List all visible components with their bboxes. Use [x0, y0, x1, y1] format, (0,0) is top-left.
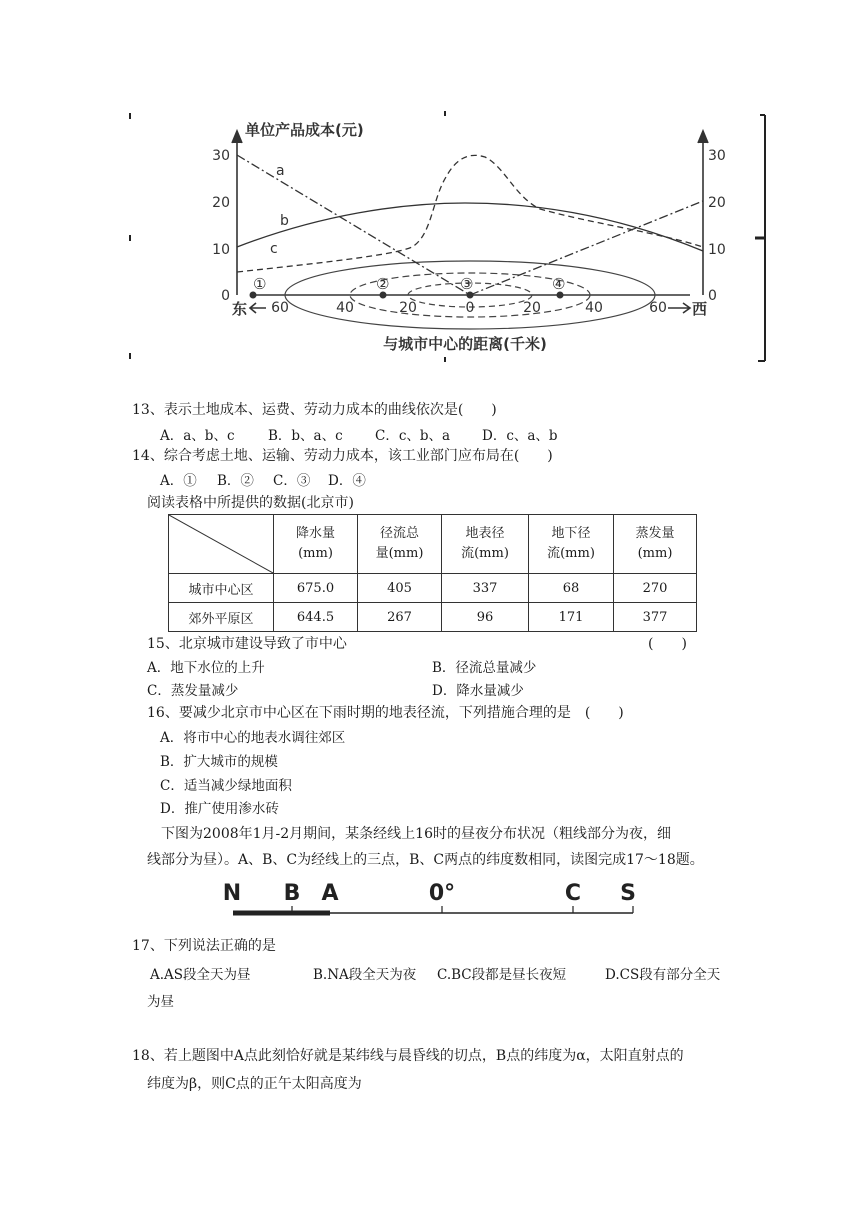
header-cell: 蒸发量 (mm) — [614, 515, 697, 574]
q15-option-a: A．地下水位的上升 — [147, 660, 265, 676]
east-label: 东 — [232, 300, 248, 318]
x-tick: 20 — [523, 300, 541, 316]
y-tick: 20 — [212, 195, 230, 211]
table-header-row — [169, 515, 697, 574]
table-cell: 96 — [442, 603, 529, 632]
y-tick: 10 — [212, 242, 230, 258]
point-2-label: ② — [376, 275, 390, 293]
table-cell: 270 — [614, 574, 697, 603]
diagonal-header-cell — [169, 515, 274, 574]
header-cell: 地下径 流(mm) — [529, 515, 614, 574]
q13-option-a: A．a、b、c — [160, 428, 235, 444]
passage-line-1: 下图为2008年1月-2月期间，某条经线上16时的昼夜分布状况（粗线部分为夜，细 — [161, 826, 671, 842]
q15-answer-paren: ( ) — [648, 636, 687, 652]
y-tick: 0 — [221, 288, 230, 304]
meridian-label-equator: 0° — [428, 881, 456, 906]
header-cell: 地表径 流(mm) — [442, 515, 529, 574]
q15-option-b: B．径流总量减少 — [432, 660, 537, 676]
table-intro: 阅读表格中所提供的数据(北京市) — [147, 495, 354, 511]
x-tick: 40 — [336, 300, 354, 316]
curve-a-label: a — [276, 163, 285, 179]
q14-option-c: C．③ — [273, 473, 311, 489]
meridian-label-a: A — [321, 881, 339, 906]
x-tick: 60 — [271, 300, 289, 316]
table-cell: 171 — [529, 603, 614, 632]
curve-b — [237, 203, 703, 251]
table-cell: 68 — [529, 574, 614, 603]
q15-option-c: C．蒸发量减少 — [147, 683, 239, 699]
q16-option-c: C．适当减少绿地面积 — [160, 778, 292, 794]
q15-stem: 15、北京城市建设导致了市中心 — [147, 636, 347, 652]
point-1-label: ① — [253, 275, 267, 293]
meridian-diagram — [215, 872, 645, 922]
west-label: 西 — [692, 300, 708, 318]
x-tick: 60 — [649, 300, 667, 316]
q15-option-d: D．降水量减少 — [432, 683, 524, 699]
table-cell: 675.0 — [274, 574, 358, 603]
q16-stem: 16、要减少北京市中心区在下雨时期的地表径流，下列措施合理的是 ( ) — [147, 705, 624, 721]
meridian-label-s: S — [620, 881, 636, 906]
q17-option-c: C.BC段都是昼长夜短 — [437, 967, 567, 983]
y-tick: 30 — [212, 148, 230, 164]
q17-option-b: B.NA段全天为夜 — [313, 967, 417, 983]
table-row — [169, 603, 697, 632]
table-cell: 644.5 — [274, 603, 358, 632]
q13-option-b: B．b、a、c — [268, 428, 343, 444]
table-cell: 337 — [442, 574, 529, 603]
meridian-label-n: N — [222, 881, 242, 906]
east-arrow — [250, 303, 266, 313]
x-tick: 40 — [585, 300, 603, 316]
point-4-label: ④ — [552, 275, 566, 293]
cost-distance-chart — [120, 105, 780, 370]
header-cell: 径流总 量(mm) — [358, 515, 442, 574]
q14-option-b: B．② — [217, 473, 254, 489]
row-label: 城市中心区 — [169, 574, 274, 603]
q18-line-2: 纬度为β，则C点的正午太阳高度为 — [147, 1076, 362, 1092]
y-tick: 10 — [708, 242, 726, 258]
runoff-data-table — [168, 514, 697, 632]
q13-stem: 13、表示土地成本、运费、劳动力成本的曲线依次是( ) — [132, 402, 497, 418]
curve-b-label: b — [280, 213, 289, 229]
q14-option-a: A．① — [160, 473, 197, 489]
header-cell: 降水量 (mm) — [274, 515, 358, 574]
y-tick: 0 — [708, 288, 717, 304]
table-cell: 377 — [614, 603, 697, 632]
y-tick: 20 — [708, 195, 726, 211]
cost-curves — [237, 155, 703, 295]
q16-option-b: B．扩大城市的规模 — [160, 754, 278, 770]
q16-option-a: A．将市中心的地表水调往郊区 — [160, 730, 346, 746]
x-ticks — [271, 300, 667, 316]
x-axis-title: 与城市中心的距离(千米) — [383, 335, 547, 353]
table-row — [169, 574, 697, 603]
meridian-label-b: B — [283, 881, 301, 906]
y-axis-title: 单位产品成本(元) — [245, 121, 364, 139]
table-cell: 267 — [358, 603, 442, 632]
x-tick: 0 — [465, 300, 475, 316]
curve-c — [237, 155, 703, 272]
x-tick: 20 — [399, 300, 417, 316]
row-label: 郊外平原区 — [169, 603, 274, 632]
axes — [232, 131, 708, 295]
west-arrow — [668, 303, 690, 313]
q14-stem: 14、综合考虑土地、运输、劳动力成本，该工业部门应布局在( ) — [132, 448, 553, 464]
q17-option-d-wrap: 为昼 — [147, 994, 174, 1010]
q17-option-d: D.CS段有部分全天 — [605, 967, 721, 983]
y-tick: 30 — [708, 148, 726, 164]
q17-stem: 17、下列说法正确的是 — [132, 938, 276, 954]
q16-option-d: D．推广使用渗水砖 — [160, 801, 279, 817]
passage-line-2: 线部分为昼）。A、B、C为经线上的三点，B、C两点的纬度数相同，读图完成17～18题。 — [147, 852, 704, 868]
point-3-label: ③ — [460, 275, 474, 293]
meridian-label-c: C — [564, 881, 582, 906]
q18-line-1: 18、若上题图中A点此刻恰好就是某纬线与晨昏线的切点，B点的纬度为α，太阳直射点的 — [132, 1048, 684, 1064]
curve-c-label: c — [270, 241, 278, 257]
q17-option-a: A.AS段全天为昼 — [150, 967, 251, 983]
y-ticks-left — [212, 148, 230, 304]
table-cell: 405 — [358, 574, 442, 603]
q13-option-c: C．c、b、a — [375, 428, 451, 444]
y-ticks-right — [708, 148, 726, 304]
q14-option-d: D．④ — [328, 473, 366, 489]
q13-option-d: D．c、a、b — [482, 428, 558, 444]
